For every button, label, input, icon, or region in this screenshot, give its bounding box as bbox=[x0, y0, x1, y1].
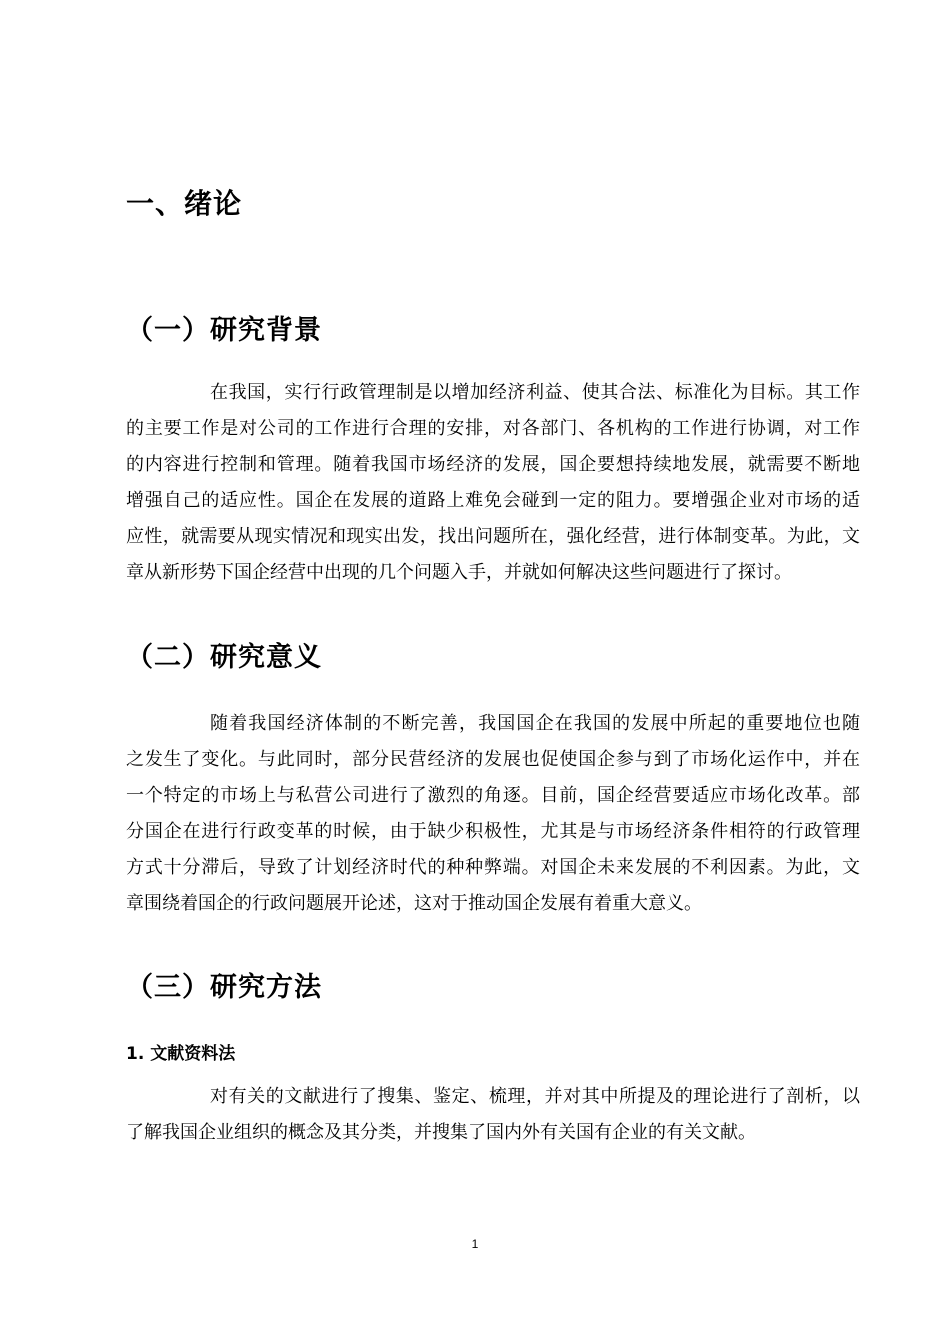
section-title-methods: （三）研究方法 bbox=[126, 972, 322, 1003]
paragraph-line: 章围绕着国企的行政问题展开论述，这对于推动国企发展有着重大意义。 bbox=[126, 893, 702, 914]
paragraph-line: 分国企在进行行政变革的时候，由于缺少积极性，尤其是与市场经济条件相符的行政管理 bbox=[126, 821, 860, 842]
subsection-title-literature: 1. 文献资料法 bbox=[126, 1044, 236, 1064]
paragraph-line: 章从新形势下国企经营中出现的几个问题入手，并就如何解决这些问题进行了探讨。 bbox=[126, 562, 792, 583]
paragraph-line: 之发生了变化。与此同时，部分民营经济的发展也促使国企参与到了市场化运作中，并在 bbox=[126, 749, 860, 770]
paragraph-line: 了解我国企业组织的概念及其分类，并搜集了国内外有关国有企业的有关文献。 bbox=[126, 1122, 756, 1143]
section-title-significance: （二）研究意义 bbox=[126, 642, 322, 673]
paragraph-line: 的主要工作是对公司的工作进行合理的安排，对各部门、各机构的工作进行协调，对工作 bbox=[126, 418, 860, 439]
paragraph-line: 方式十分滞后，导致了计划经济时代的种种弊端。对国企未来发展的不利因素。为此，文 bbox=[126, 857, 860, 878]
section-title-background: （一）研究背景 bbox=[126, 315, 322, 346]
chapter-title: 一、绪论 bbox=[126, 187, 243, 220]
paragraph-line: 在我国，实行行政管理制是以增加经济利益、使其合法、标准化为目标。其工作 bbox=[210, 382, 860, 403]
paragraph-line: 应性，就需要从现实情况和现实出发，找出问题所在，强化经营，进行体制变革。为此，文 bbox=[126, 526, 860, 547]
paragraph-line: 增强自己的适应性。国企在发展的道路上难免会碰到一定的阻力。要增强企业对市场的适 bbox=[126, 490, 860, 511]
paragraph-line: 的内容进行控制和管理。随着我国市场经济的发展，国企要想持续地发展，就需要不断地 bbox=[126, 454, 860, 475]
paragraph-significance bbox=[126, 706, 860, 922]
paragraph-line: 一个特定的市场上与私营公司进行了激烈的角逐。目前，国企经营要适应市场化改革。部 bbox=[126, 785, 860, 806]
paragraph-literature bbox=[126, 1079, 860, 1151]
paragraph-line: 对有关的文献进行了搜集、鉴定、梳理，并对其中所提及的理论进行了剖析，以 bbox=[210, 1086, 860, 1107]
paragraph-line: 随着我国经济体制的不断完善，我国国企在我国的发展中所起的重要地位也随 bbox=[210, 713, 860, 734]
page-number: 1 bbox=[471, 1237, 479, 1251]
paragraph-background bbox=[126, 375, 860, 591]
